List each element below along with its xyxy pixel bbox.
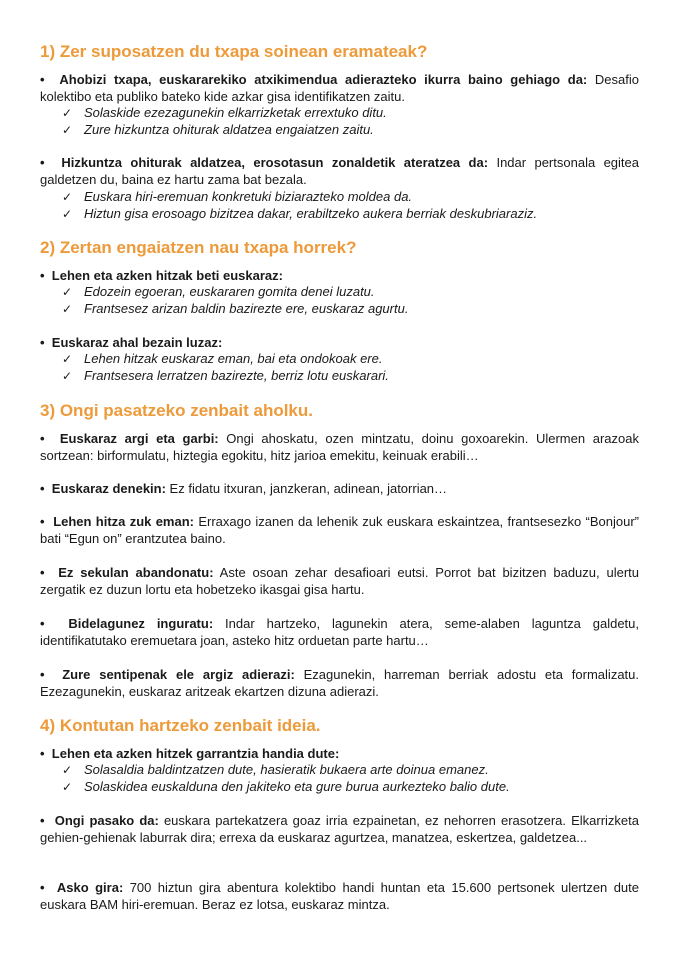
s1-paragraph-2: [40, 155, 639, 188]
check-item: [62, 105, 639, 122]
s1-p2-text: Indar pertsonala egitea galdetzen du, baina ez hartu zama bat bezala.: [40, 155, 639, 187]
check-text: Zure hizkuntza ohiturak aldatzea engaiatzen zaitu.: [84, 121, 374, 137]
check-icon: ✓: [62, 190, 73, 204]
check-text: Edozein egoeran, euskararen gomita denei luzatu.: [84, 284, 375, 299]
bullet-icon: •: [40, 481, 52, 496]
s3-item-1: [40, 431, 639, 464]
s3-item-text: Aste osoan zehar desafioari eutsi. Porrot bat bizitzen baduzu, ulertu zergatik ez duzun lortu eta hobetzeko ikasgai gisa hartu.: [40, 565, 639, 597]
s2-p2-checklist: [62, 351, 639, 384]
bullet-icon: •: [40, 335, 52, 350]
s2-paragraph-2: [40, 335, 639, 352]
bullet-icon: •: [40, 268, 52, 283]
section-4-title: 4) Kontutan hartzeko zenbait ideia.: [40, 716, 321, 735]
s1-p2-checklist: [62, 189, 639, 222]
bullet-icon: •: [40, 813, 55, 828]
check-icon: ✓: [62, 368, 73, 383]
bullet-icon: •: [40, 667, 63, 682]
s3-item-lead: Zure sentipenak ele argiz adierazi:: [62, 667, 295, 682]
bullet-icon: •: [40, 514, 54, 529]
s1-p1-text: Desafio kolektibo eta publiko bateko kide azkar gisa identifikatzen zaitu.: [40, 72, 639, 104]
s4-p3-lead: Asko gira:: [56, 880, 124, 895]
s1-paragraph-1: [40, 72, 639, 105]
bullet-icon: •: [40, 746, 52, 761]
s4-paragraph-3: [40, 880, 639, 913]
s3-item-lead: Bidelagunez inguratu:: [68, 616, 214, 631]
bullet-icon: •: [40, 431, 60, 446]
s3-item-6: [40, 667, 639, 700]
s3-item-5: [40, 616, 639, 649]
s1-p1-lead: Ahobizi txapa, euskararekiko atxikimendua adierazteko ikurra baino gehiago da:: [59, 72, 588, 87]
s2-p2-lead: Euskaraz ahal bezain luzaz:: [51, 335, 223, 350]
s4-p1-checklist: [62, 762, 639, 795]
check-text: Solaskide ezezagunekin elkarrizketak errextuko ditu.: [84, 105, 387, 120]
check-text: Frantsesera lerratzen bazirezte, berriz lotu euskarari.: [84, 367, 389, 383]
s2-p1-checklist: [62, 284, 639, 317]
check-icon: ✓: [62, 285, 73, 299]
section-2-title: 2) Zertan engaiatzen nau txapa horrek?: [40, 238, 357, 257]
check-item: [62, 351, 639, 368]
s3-item-lead: Ez sekulan abandonatu:: [58, 565, 214, 580]
s3-item-4: [40, 565, 639, 598]
s3-item-lead: Lehen hitza zuk eman:: [53, 514, 194, 529]
check-item: [62, 762, 639, 779]
s4-p2-text: euskara partekatzera goaz irria ezpainetan, ez nehorren erasotzera. Elkarrizketa gehien-gehienak laburrak dira; errexa da euskaraz agurtzea, manatzea, eskertzea, galdetzea...: [40, 813, 639, 845]
check-text: Lehen hitzak euskaraz eman, bai eta ondokoak ere.: [84, 351, 383, 366]
s3-item-lead: Euskaraz denekin:: [51, 481, 166, 496]
s2-paragraph-1: [40, 268, 639, 285]
s2-p1-lead: Lehen eta azken hitzak beti euskaraz:: [51, 268, 283, 283]
check-text: Hiztun gisa erosoago bizitzea dakar, erabiltzeko aukera berriak deskubriaraziz.: [84, 205, 538, 221]
s4-paragraph-2: [40, 813, 639, 846]
check-item: [62, 301, 639, 318]
bullet-icon: •: [40, 616, 69, 631]
s4-p1-lead: Lehen eta azken hitzek garrantzia handia dute:: [51, 746, 340, 761]
s1-p2-lead: Hizkuntza ohiturak aldatzea, erosotasun zonaldetik ateratzea da:: [61, 155, 489, 170]
check-text: Solaskidea euskalduna den jakiteko eta gure burua aurkezteko balio dute.: [84, 778, 510, 794]
check-icon: ✓: [62, 301, 73, 316]
s3-item-lead: Euskaraz argi eta garbi:: [59, 431, 219, 446]
section-1-title: 1) Zer suposatzen du txapa soinean eramateak?: [40, 42, 428, 61]
check-item: [62, 122, 639, 139]
check-text: Euskara hiri-eremuan konkretuki biziarazteko moldea da.: [84, 189, 413, 204]
s3-item-text: Ez fidatu itxuran, janzkeran, adinean, jatorrian…: [165, 481, 448, 496]
check-icon: ✓: [62, 763, 73, 777]
bullet-icon: •: [40, 880, 57, 895]
s4-paragraph-1: [40, 746, 639, 763]
check-icon: ✓: [62, 352, 73, 366]
check-text: Solasaldia baldintzatzen dute, hasieratik bukaera arte doinua emanez.: [84, 762, 489, 777]
s3-item-text: Indar hartzeko, lagunekin atera, seme-alaben laguntza galdetu, identifikatutako eremuetara joan, asteko hitz orduetan parte hartu…: [40, 616, 640, 648]
s3-item-text: Ezagunekin, harreman berriak adostu eta formalizatu. Ezezagunekin, euskaraz aritzeak ekartzen dizuna adierazi.: [40, 667, 639, 699]
check-item: [62, 206, 639, 223]
bullet-icon: •: [40, 155, 62, 170]
s4-p2-lead: Ongi pasako da:: [54, 813, 159, 828]
bullet-icon: •: [40, 72, 60, 87]
s3-item-text: Ongi ahoskatu, ozen mintzatu, doinu goxoarekin. Ulermen arazoak sortzean: birformulatu, hiztegia egokitu, hitz jarioa emekitu, keinuak erabili…: [40, 431, 639, 463]
bullet-icon: •: [40, 565, 59, 580]
s3-item-text: Erraxago izanen da lehenik zuk euskara eskaintzea, frantsesezko “Bonjour” bati “Egun on” erantzutea baino.: [40, 514, 639, 546]
s3-item-2: [40, 481, 639, 498]
s1-p1-checklist: [62, 105, 639, 138]
s4-p3-text: 700 hiztun gira abentura kolektibo handi huntan eta 15.600 pertsonek ulertzen dute euskara BAM hiri-eremuan. Beraz ez lotsa, euskaraz mintza.: [40, 880, 639, 912]
section-3-title: 3) Ongi pasatzeko zenbait aholku.: [40, 401, 313, 420]
check-text: Frantsesez arizan baldin bazirezte ere, euskaraz agurtu.: [84, 300, 409, 316]
s3-item-3: [40, 514, 639, 547]
check-item: [62, 368, 639, 385]
check-icon: ✓: [62, 122, 73, 137]
check-icon: ✓: [62, 206, 73, 221]
check-icon: ✓: [62, 779, 73, 794]
check-item: [62, 779, 639, 796]
check-item: [62, 284, 639, 301]
check-icon: ✓: [62, 106, 73, 120]
check-item: [62, 189, 639, 206]
